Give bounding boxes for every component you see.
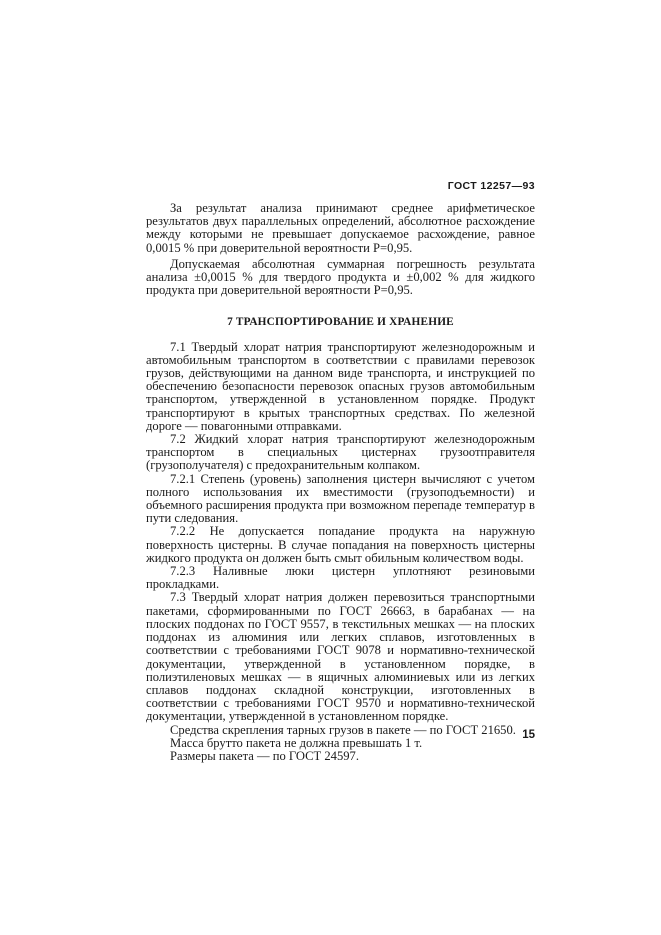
intro-paragraph: За результат анализа принимают среднее арифметическое результатов двух параллельных определений, абсолютное расхождение между которыми не превышает допускаемое расхождение, равное 0,0015 % при доверительной вероятности P=0,95. (146, 201, 535, 255)
section-paragraph: 7.2.3 Наливные люки цистерн уплотняют резиновыми прокладками. (146, 564, 535, 592)
section-paragraph: Масса брутто пакета не должна превышать 1 т. (170, 735, 423, 750)
section-paragraph: Средства скрепления тарных грузов в пакете — по ГОСТ 21650. (170, 722, 516, 737)
section-paragraph: Размеры пакета — по ГОСТ 24597. (170, 748, 359, 763)
document-body (146, 202, 535, 763)
section-paragraph: 7.3 Твердый хлорат натрия должен перевозиться транспортными пакетами, сформированными по ГОСТ 26663, в барабанах — на плоских поддонах по ГОСТ 9557, в текстильных мешках — на плоских поддонах из алюминия или легких сплавов, изготовленных в соответствии с требованиями ГОСТ 9078 и нормативно-технической документации, утвержденной в установленном порядке, в полиэтиленовых мешках — в ящичных алюминиевых или из легких сплавов поддонах складной конструкции, изготовленных в соответствии с требованиями ГОСТ 9570 и нормативно-технической документации, утвержденной в установленном порядке. (146, 590, 535, 724)
page-number: 15 (522, 729, 535, 741)
section-paragraph: 7.2.2 Не допускается попадание продукта на наружную поверхность цистерны. В случае попадания на поверхность цистерны жидкого продукта он должен быть смыт обильным количеством воды. (146, 524, 535, 565)
section-paragraph: 7.2 Жидкий хлорат натрия транспортируют железнодорожным транспортом в специальных цистернах грузоотправителя (грузополучателя) с предохранительным колпаком. (146, 432, 535, 473)
section-title: 7 ТРАНСПОРТИРОВАНИЕ И ХРАНЕНИЕ (227, 316, 454, 329)
standard-code: ГОСТ 12257—93 (447, 180, 535, 192)
section-paragraph: 7.1 Твердый хлорат натрия транспортируют железнодорожным и автомобильным транспортом в соответствии с правилами перевозок грузов, действующими на данном виде транспорта, и инструкцией по обеспечению безопасности перевозок опасных грузов автомобильным транспортом, утвержденной в установленном порядке. Продукт транспортируют в крытых транспортных средствах. По железной дороге — повагонными отправками. (146, 339, 535, 433)
section-paragraph: 7.2.1 Степень (уровень) заполнения цистерн вычисляют с учетом полного использования их вместимости (грузоподъемности) и объемного расширения продукта при возможном перепаде температур в пути следования. (146, 471, 535, 526)
intro-paragraph: Допускаемая абсолютная суммарная погрешность результата анализа ±0,0015 % для твердого продукта и ±0,002 % для жидкого продукта при доверительной вероятности P=0,95. (146, 256, 535, 298)
